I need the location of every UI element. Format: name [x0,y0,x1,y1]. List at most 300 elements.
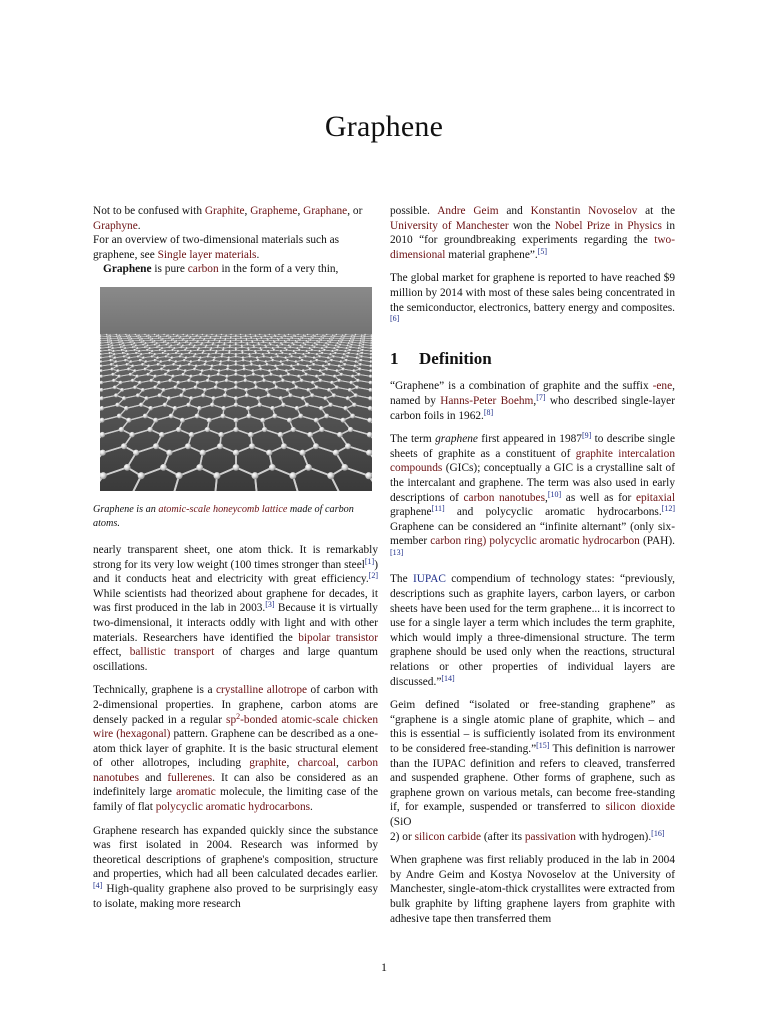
lattice-atom [233,427,238,432]
lattice-atom [146,373,149,376]
lattice-atom [273,381,277,385]
lattice-atom [333,450,339,456]
lattice-atom [286,388,290,392]
lattice-atom [114,356,117,359]
lattice-atom [281,344,283,346]
lattice-atom [176,427,181,432]
lattice-atom [110,363,113,366]
lattice-atom [221,414,226,419]
lattice-atom [307,341,309,343]
lattice-atom [142,344,144,346]
lattice-atom [171,356,174,359]
ref-3[interactable]: [3] [265,600,275,610]
link-hexagonal[interactable]: (hexagonal) [116,728,171,741]
lattice-atom [200,344,202,346]
lattice-atom [138,350,140,352]
lattice-atom [321,347,323,349]
lattice-atom [285,341,287,343]
ref-9[interactable]: [9] [581,431,592,441]
lattice-atom [120,388,124,392]
lattice-atom [235,355,238,358]
lattice-atom [160,339,162,341]
lattice-atom [109,359,112,362]
lattice-atom [175,340,177,342]
lattice-atom [126,363,129,366]
lattice-atom [306,364,309,367]
lattice-atom [208,353,211,356]
lattice-atom [183,334,185,336]
ref-15[interactable]: [15] [536,741,550,750]
lattice-atom [131,338,133,340]
lattice-atom [168,346,170,348]
lattice-atom [347,355,350,358]
lattice-atom [151,350,153,352]
lattice-atom [189,337,191,339]
lattice-atom [214,385,218,389]
link-carbon-nanotubes-2[interactable]: carbon nanotubes [463,491,545,504]
lattice-atom [289,472,296,479]
lattice-atom [165,355,168,358]
lattice-atom [122,396,126,400]
lattice-atom [287,373,290,376]
lattice-atom [330,341,332,343]
link-hanns-peter-boehm[interactable]: Hanns-Peter Boehm [440,394,534,407]
lattice-atom [182,373,185,376]
lattice-atom [271,359,274,362]
lattice-atom [342,368,345,371]
lattice-atom [276,368,279,371]
lattice-atom [138,381,142,385]
link-silicon-dioxide[interactable]: silicon dioxide [605,801,675,814]
lattice-atom [123,355,126,358]
section-number: 1 [390,348,399,368]
lattice-atom [350,336,352,338]
lattice-atom [253,346,255,348]
lattice-atom [344,363,347,366]
lattice-atom [174,341,176,343]
lattice-atom [160,336,162,338]
lattice-atom [319,406,324,411]
lattice-atom [258,344,260,346]
section-title: Definition [419,348,492,368]
lattice-atom [166,450,172,456]
lattice-atom [329,353,332,356]
lattice-atom [324,349,326,351]
lattice-atom [133,450,139,456]
lattice-atom [168,359,171,362]
lattice-atom [163,364,166,367]
link-iupac[interactable]: IUPAC [412,573,446,586]
link-graphyne[interactable]: Graphyne [93,219,138,232]
lattice-atom [284,347,286,349]
lattice-atom [295,340,297,342]
lattice-atom [262,427,267,432]
lattice-atom [169,414,174,419]
lattice-atom [354,364,357,367]
lattice-atom [316,344,318,346]
left-column [93,204,378,911]
link-fullerenes[interactable]: fullerenes [167,771,213,784]
lattice-atom [116,369,119,372]
lattice-atom [357,350,359,352]
lattice-atom [343,353,346,356]
lattice-atom [360,338,362,340]
ref-4[interactable]: [4] [93,881,103,891]
lattice-atom [308,352,310,354]
lattice-atom [211,334,213,336]
lattice-atom [280,360,283,363]
lattice-atom [212,396,216,400]
link-graphane[interactable]: Graphane [303,205,348,217]
lattice-atom [278,334,280,336]
ref-12[interactable]: [12] [661,504,675,514]
lattice-atom [336,342,338,344]
lattice-atom [203,388,207,392]
lattice-atom [215,381,219,385]
lattice-atom [311,344,313,346]
link-passivation[interactable]: passivation [524,830,576,843]
lattice-atom [217,346,219,348]
lattice-atom [274,364,277,367]
lattice-atom [327,472,334,479]
lattice-atom [218,369,221,372]
lattice-atom [234,373,237,376]
lattice-atom [345,359,348,362]
lattice-atom [107,344,109,346]
lattice-atom [337,432,343,438]
lattice-atom [148,337,150,339]
lattice-atom [156,342,158,344]
lattice-atom [129,373,132,376]
lattice-atom [325,368,328,371]
lattice-atom [209,349,211,351]
lattice-atom [189,432,195,438]
lattice-atom [224,388,228,392]
lattice-atom [240,337,242,339]
lattice-atom [275,385,279,389]
lattice-atom [111,368,114,371]
lattice-atom [131,364,134,367]
lattice-atom [197,406,202,411]
lattice-atom [300,379,304,383]
lattice-atom [108,352,110,354]
lattice-atom [207,418,212,423]
lattice-atom [230,337,232,339]
lattice-atom [131,379,135,383]
lattice-atom [240,334,242,336]
link-sp2-bonded[interactable]: $sp^2$-bonded atomic-scale chicken wire [93,711,378,741]
lattice-atom [185,335,187,337]
lattice-atom [248,353,251,356]
lattice-atom [185,356,188,359]
lattice-atom [125,350,127,352]
lattice-atom [303,334,305,336]
lattice-atom [352,403,356,407]
lattice-atom [265,335,267,337]
lattice-atom [127,353,130,356]
lattice-atom [128,339,130,341]
lattice-atom [318,341,320,343]
lattice-atom [235,335,237,337]
lattice-atom [333,337,335,339]
lattice-atom [319,379,323,383]
lattice-atom [310,360,313,363]
lattice-atom [192,346,194,348]
lattice-atom [135,344,137,346]
lattice-atom [170,344,172,346]
lattice-atom [300,336,302,338]
lattice-atom [351,334,353,336]
lattice-atom [200,450,206,456]
lattice-atom [242,359,245,362]
lattice-atom [141,338,143,340]
lattice-atom [364,337,366,339]
lattice-atom [156,335,158,337]
lattice-atom [289,353,292,356]
lattice-atom [333,355,336,358]
link-silicon-carbide[interactable]: silicon carbide [414,830,482,843]
page-title: Graphene [324,110,444,143]
lattice-atom [291,427,296,432]
lattice-atom [188,352,190,354]
lattice-atom [116,334,118,336]
lattice-atom [178,337,180,339]
lattice-atom [189,375,192,378]
lattice-atom [129,341,131,343]
link-charcoal[interactable]: charcoal [297,757,337,770]
lattice-atom [162,388,166,392]
lattice-atom [149,347,151,349]
ref-6[interactable]: [6] [390,314,400,324]
paragraph-term-history: The term graphene first appeared in 1987[9] to describe single sheets of graphite as a constituent of graphite intercalation compounds (GICs); conceptually a GIC is a crystalline salt of the intercalant and graphene. The term was also used in early descriptions of carbon nanotubes,[10] as well as for epitaxial graphene[11] and polycyclic aromatic hydrocarbons.[12] Graphene can be considered an “infinite alternant” (only six-member carbon ring) polycyclic aromatic hydrocarbon (PAH).[13] [390,431,675,557]
lattice-atom [199,356,202,359]
lattice-atom [247,344,249,346]
link-ballistic-transport[interactable]: ballistic transport [129,646,215,659]
lattice-atom [326,346,328,348]
lattice-atom [243,368,246,371]
ref-5[interactable]: [5] [537,246,548,256]
link-ene-suffix[interactable]: -ene [652,380,673,393]
link-grapheme[interactable]: Grapheme [250,205,298,217]
lattice-atom [354,335,356,337]
ref-7[interactable]: [7] [536,392,546,402]
lattice-atom [227,359,230,362]
lattice-atom [119,427,124,432]
lattice-atom [189,344,191,346]
lattice-atom [298,338,300,340]
ref-13[interactable]: [13] [390,547,404,557]
lattice-atom [179,364,182,367]
ref-10[interactable]: [10] [547,489,562,499]
lattice-atom [171,375,174,378]
lattice-atom [144,368,147,371]
link-graphite[interactable]: Graphite [204,205,245,217]
link-polycyclic-aromatic-hydrocarbon[interactable]: polycyclic aromatic hydrocarbon [489,535,640,548]
lattice-atom [338,379,342,383]
lattice-atom [285,335,287,337]
lattice-atom [255,352,257,354]
lattice-atom [188,363,191,366]
lattice-atom [173,406,178,411]
lattice-atom [327,340,329,342]
link-carbon[interactable]: carbon [187,263,219,276]
link-konstantin-novoselov[interactable]: Konstantin Novoselov [530,205,638,217]
paragraph-technical: Technically, graphene is a crystalline allotrope of carbon with 2-dimensional properties. In graphene, carbon atoms are densely packed in a regular $sp^2$-bonded atomic-scale chicken wire (hexagonal) pattern. Graphene can be described as a one-atom thick layer of graphite. It is the basic structural element of other allotropes, including graphite, charcoal, carbon nanotubes and fullerenes. It can also be considered as an indefinitely large aromatic molecule, the limiting case of the family of flat polycyclic aromatic hydrocarbons. [93,684,379,814]
ref-2[interactable]: [2] [368,571,378,581]
lattice-atom [331,339,333,341]
lattice-atom [285,369,288,372]
lattice-atom [297,334,299,336]
lattice-atom [364,335,366,337]
lattice-atom [150,336,152,338]
lattice-atom [164,350,166,352]
lattice-atom [295,385,299,389]
lattice-atom [127,368,130,371]
lattice-atom [281,443,287,449]
link-graphite-2[interactable]: graphite [249,757,287,770]
lattice-atom [140,353,143,356]
link-polycyclic-aromatic-hydrocarbons[interactable]: polycyclic aromatic hydrocarbons [155,801,311,814]
lattice-atom [267,339,269,341]
link-honeycomb-lattice[interactable]: atomic-scale honeycomb lattice [158,503,288,515]
paragraph-production: When graphene was first reliably produced in the lab in 2004 by Andre Geim and Kostya Novoselov at the University of Manchester, single-atom-thick crystallites were extracted from bulk graphite by lifting graphene layers from graphite with adhesive tape then transferred them [390,854,675,925]
link-carbon-ring[interactable]: carbon ring) [430,535,487,548]
lattice-atom [360,359,363,362]
lattice-atom [330,336,332,338]
lattice-atom [322,364,325,367]
lattice-atom [308,338,310,340]
link-epitaxial[interactable]: epitaxial [635,491,675,504]
lattice-atom [334,352,336,354]
lattice-atom [122,342,124,344]
lattice-atom [268,352,270,354]
lattice-atom [182,388,186,392]
lattice-atom [108,346,110,348]
lattice-atom [170,336,172,338]
lattice-atom [322,373,325,376]
hatnote: Not to be confused with Graphite, Grapheme, Graphane, or Graphyne. For an overview of two-dimensional materials such as graphene, see Single layer materials. [93,205,363,261]
lattice-atom [288,393,292,397]
lattice-atom [114,393,118,397]
link-crystalline-allotrope[interactable]: crystalline allotrope [215,684,308,697]
lattice-atom [186,347,188,349]
lattice-atom [146,349,148,351]
lattice-atom [186,403,190,407]
lattice-atom [162,338,164,340]
lattice-atom [296,347,298,349]
lattice-atom [110,338,112,340]
link-andre-geim[interactable]: Andre Geim [437,205,499,217]
section-heading-definition [390,348,675,368]
lattice-atom [346,347,348,349]
lattice-atom [140,336,142,338]
lattice-atom [234,403,238,407]
link-nobel-prize-physics[interactable]: Nobel Prize in Physics [554,219,662,232]
lattice-atom [305,344,307,346]
lattice-atom [165,344,167,346]
lattice-atom [340,373,343,376]
lattice-atom [173,338,175,340]
lattice-atom [292,368,295,371]
lattice-atom [319,369,322,372]
link-aromatic[interactable]: aromatic [176,786,216,799]
lattice-atom [140,341,142,343]
ref-8[interactable]: [8] [483,407,494,417]
link-university-of-manchester[interactable]: University of Manchester [390,219,509,232]
lattice-atom [183,359,186,362]
lattice-atom [167,369,170,372]
lattice-atom [168,379,172,383]
lattice-atom [192,334,194,336]
lattice-atom [249,443,255,449]
lattice-atom [310,393,314,397]
lattice-atom [250,360,253,363]
paragraph-market: The global market for graphene is reported to have reached $9 million by 2014 with most of these sales being concentrated in the semiconductor, electronics, battery energy and composites.[6] [390,272,675,324]
lattice-atom [325,342,327,344]
lattice-atom [139,403,143,407]
lattice-atom [306,350,308,352]
lattice-atom [205,346,207,348]
lattice-atom [174,385,178,389]
lattice-atom [341,418,346,423]
lattice-atom [192,339,194,341]
lattice-atom [234,385,238,389]
lattice-atom [261,375,264,378]
lattice-atom [258,364,261,367]
lattice-atom [235,344,237,346]
lattice-atom [109,334,111,336]
lattice-atom [336,349,338,351]
lattice-atom [130,360,133,363]
lattice-atom [112,347,114,349]
lattice-atom [281,337,283,339]
lattice-atom [193,368,196,371]
lattice-atom [254,385,258,389]
ref-1[interactable]: [1] [364,556,375,566]
lattice-atom [179,355,182,358]
lattice-atom [328,344,330,346]
lattice-atom [167,342,169,344]
lattice-atom [313,356,316,359]
lattice-atom [314,335,316,337]
link-carbon-nanotubes[interactable]: carbon nanotubes [93,757,379,784]
lattice-atom [221,334,223,336]
lattice-atom [333,347,335,349]
lattice-atom [225,335,227,337]
lattice-atom [241,352,243,354]
link-two-dimensional[interactable]: two-dimensional [390,234,675,261]
link-graphite-intercalation-compounds[interactable]: graphite intercalation compounds [390,447,675,475]
ref-16[interactable]: [16] [651,828,665,838]
lattice-atom [359,363,362,366]
lattice-atom [348,352,350,354]
ref-14[interactable]: [14] [441,673,455,683]
ref-11[interactable]: [11] [431,504,445,514]
lattice-atom [185,341,187,343]
lattice-atom [130,336,132,338]
lattice-atom [331,350,333,352]
lattice-atom [197,349,199,351]
lattice-atom [316,340,318,342]
link-single-layer-materials[interactable]: Single layer materials [157,248,257,261]
link-bipolar-transistor[interactable]: bipolar transistor [298,631,379,644]
lattice-atom [215,352,217,354]
lattice-atom [262,353,265,356]
lattice-atom [296,341,298,343]
lattice-atom [175,360,178,363]
lattice-atom [290,364,293,367]
lattice-atom [175,352,177,354]
